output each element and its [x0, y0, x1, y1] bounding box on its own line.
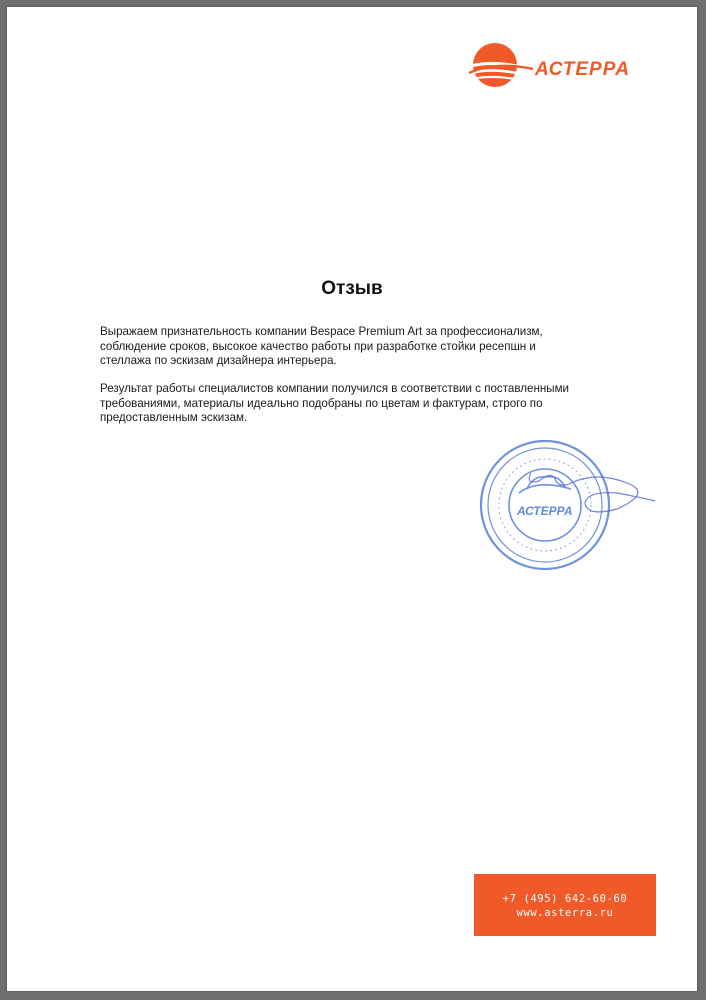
- document-page: [7, 7, 697, 991]
- stamp-text: АСТЕРРА: [517, 504, 573, 518]
- contact-website[interactable]: www.asterra.ru: [516, 907, 614, 919]
- letter-paragraph: Результат работы специалистов компании получился в соответствии с поставленными требованиями, материалы идеально подобраны по цветам и фактурам, строго по предоставленным эскизам.: [100, 382, 570, 424]
- document-title: Отзыв: [321, 278, 383, 299]
- logo-emblem-icon: [467, 39, 667, 91]
- company-stamp: [467, 431, 657, 581]
- contact-phone: +7 (495) 642-60-60: [502, 893, 628, 905]
- company-logo: [467, 39, 667, 91]
- letter-paragraph: Выражаем признательность компании Bespace Premium Art за профессионализм, соблюдение сроков, высокое качество работы при разработке стойки ресепшн и стеллажа по эскизам дизайнера интерьера.: [100, 325, 543, 367]
- stamp-seal-icon: [467, 431, 657, 581]
- logo-text: АСТЕРРА: [535, 59, 630, 80]
- contact-box: [474, 874, 656, 936]
